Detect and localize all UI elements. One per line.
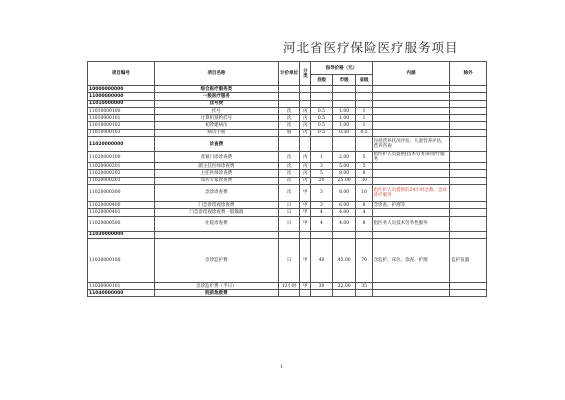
row-code: 11000000000 bbox=[88, 93, 155, 100]
row-city bbox=[332, 290, 356, 297]
row-county bbox=[311, 290, 333, 297]
row-content bbox=[372, 282, 450, 289]
header-province: 省级 bbox=[356, 75, 372, 86]
table-row bbox=[88, 282, 487, 289]
row-code: 10000000000 bbox=[88, 86, 155, 93]
row-province: 5 bbox=[356, 163, 372, 170]
row-code: 11010000000 bbox=[88, 100, 155, 107]
row-province: 30 bbox=[356, 177, 372, 184]
row-exclusion bbox=[450, 107, 487, 114]
row-code: 11020000500 bbox=[88, 216, 155, 231]
row-name: 急诊监护费（半日） bbox=[154, 282, 278, 289]
table-row bbox=[88, 129, 487, 136]
row-code: 11020000300 bbox=[88, 184, 155, 201]
row-unit: 次 bbox=[278, 170, 300, 177]
row-city: 4.00 bbox=[332, 209, 356, 216]
row-class bbox=[300, 231, 311, 238]
header-exclusion: 除外 bbox=[450, 62, 487, 86]
row-class bbox=[300, 86, 311, 93]
row-name: 初诊建病历 bbox=[154, 122, 278, 129]
row-content bbox=[372, 122, 450, 129]
row-exclusion bbox=[450, 122, 487, 129]
row-province bbox=[356, 93, 372, 100]
row-code: 11010000102 bbox=[88, 122, 155, 129]
row-county: 0.5 bbox=[311, 107, 333, 114]
row-exclusion bbox=[450, 100, 487, 107]
table-row bbox=[88, 100, 487, 107]
row-city bbox=[332, 231, 356, 238]
row-unit: 日 bbox=[278, 209, 300, 216]
row-name: 急诊诊查费 bbox=[154, 184, 278, 201]
row-class: 丙 bbox=[300, 115, 311, 122]
row-content bbox=[372, 209, 450, 216]
header-name: 项目名称 bbox=[154, 62, 278, 86]
table-row bbox=[88, 93, 487, 100]
row-province: 1 bbox=[356, 107, 372, 114]
row-county bbox=[311, 93, 333, 100]
row-city: 45.00 bbox=[332, 238, 356, 282]
row-content bbox=[372, 100, 450, 107]
row-county: 4 bbox=[311, 216, 333, 231]
document-title: 河北省医疗保险医疗服务项目 bbox=[283, 40, 459, 55]
row-content: 指医务人员技术劳务性服务 bbox=[372, 216, 450, 231]
row-province: 10 bbox=[356, 184, 372, 201]
row-class bbox=[300, 137, 311, 152]
row-class: 甲 bbox=[300, 201, 311, 208]
row-name: 院前急救费 bbox=[154, 290, 278, 297]
row-unit: 12小时 bbox=[278, 282, 300, 289]
header-unit: 计价单位 bbox=[278, 62, 300, 86]
row-code: 11030000000 bbox=[88, 231, 155, 238]
row-class: 甲 bbox=[300, 282, 311, 289]
row-unit bbox=[278, 100, 300, 107]
row-county bbox=[311, 86, 333, 93]
row-name: 诊查费 bbox=[154, 137, 278, 152]
row-province: 35 bbox=[356, 282, 372, 289]
row-exclusion bbox=[450, 137, 487, 152]
row-class: 丙 bbox=[300, 163, 311, 170]
row-class: 甲 bbox=[300, 216, 311, 231]
row-province bbox=[356, 100, 372, 107]
row-exclusion bbox=[450, 290, 487, 297]
row-content: 包括营养状况评估、儿童营养评估，营养咨询 bbox=[372, 137, 450, 152]
row-class bbox=[300, 93, 311, 100]
table-row bbox=[88, 152, 487, 163]
row-exclusion bbox=[450, 177, 487, 184]
header-price-group: 指导价格（元） bbox=[311, 62, 372, 75]
row-unit bbox=[278, 137, 300, 152]
row-province: 8 bbox=[356, 216, 372, 231]
row-exclusion bbox=[450, 129, 487, 136]
table-row bbox=[88, 209, 487, 216]
row-class: 丙 bbox=[300, 107, 311, 114]
row-class: 丙 bbox=[300, 122, 311, 129]
row-content bbox=[372, 86, 450, 93]
table-row bbox=[88, 122, 487, 129]
row-name: 门急诊留观诊查费一般输液 bbox=[154, 209, 278, 216]
row-province bbox=[356, 137, 372, 152]
row-name: 挂号费 bbox=[154, 100, 278, 107]
row-name: 普通门诊诊查费 bbox=[154, 152, 278, 163]
row-exclusion bbox=[450, 152, 487, 163]
row-name: 急诊监护费 bbox=[154, 238, 278, 282]
row-exclusion bbox=[450, 209, 487, 216]
row-province: 0.5 bbox=[356, 129, 372, 136]
row-city bbox=[332, 100, 356, 107]
row-unit: 次 bbox=[278, 152, 300, 163]
row-city: 8.00 bbox=[332, 184, 356, 201]
row-city: 1.00 bbox=[332, 115, 356, 122]
row-content: 含诊查、护理等 bbox=[372, 201, 450, 208]
row-exclusion bbox=[450, 282, 487, 289]
row-unit: 次 bbox=[278, 163, 300, 170]
row-county bbox=[311, 231, 333, 238]
row-exclusion: 监护仪器 bbox=[450, 238, 487, 282]
row-name: 知名专家诊查费 bbox=[154, 177, 278, 184]
row-class: 丙 bbox=[300, 170, 311, 177]
row-city bbox=[332, 137, 356, 152]
row-code: 11010000103 bbox=[88, 129, 155, 136]
table-row bbox=[88, 290, 487, 297]
row-code: 11020000203 bbox=[88, 177, 155, 184]
header-code: 项目编号 bbox=[88, 62, 155, 86]
row-code: 11020000100 bbox=[88, 152, 155, 163]
row-name: 门急诊留观诊查费 bbox=[154, 201, 278, 208]
row-unit: 次 bbox=[278, 115, 300, 122]
row-unit bbox=[278, 231, 300, 238]
row-exclusion bbox=[450, 216, 487, 231]
row-code: 11020000201 bbox=[88, 163, 155, 170]
row-name: 病历手册 bbox=[154, 129, 278, 136]
row-county: 4 bbox=[311, 209, 333, 216]
table-row bbox=[88, 231, 487, 238]
row-unit: 日 bbox=[278, 216, 300, 231]
table-row bbox=[88, 115, 487, 122]
table-row bbox=[88, 201, 487, 208]
row-code: 11010000100 bbox=[88, 107, 155, 114]
row-county: 1 bbox=[311, 152, 333, 163]
row-unit bbox=[278, 86, 300, 93]
row-county: 0.5 bbox=[311, 115, 333, 122]
row-county: 3 bbox=[311, 184, 333, 201]
row-code: 11020000202 bbox=[88, 170, 155, 177]
table-row bbox=[88, 170, 487, 177]
row-class: 丙 bbox=[300, 152, 311, 163]
row-county bbox=[311, 137, 333, 152]
row-exclusion bbox=[450, 93, 487, 100]
row-city: 4.00 bbox=[332, 216, 356, 231]
row-city: 8.00 bbox=[332, 170, 356, 177]
row-unit bbox=[278, 290, 300, 297]
row-exclusion bbox=[450, 231, 487, 238]
row-name: 主任医师诊查费 bbox=[154, 170, 278, 177]
row-unit bbox=[278, 93, 300, 100]
row-county: 30 bbox=[311, 282, 333, 289]
row-exclusion bbox=[450, 201, 487, 208]
row-county: 5 bbox=[311, 170, 333, 177]
row-city: 6.00 bbox=[332, 201, 356, 208]
row-county: 40 bbox=[311, 238, 333, 282]
page-number: 1 bbox=[280, 364, 284, 370]
row-class: 甲 bbox=[300, 209, 311, 216]
row-content bbox=[372, 290, 450, 297]
row-class: 丙 bbox=[300, 177, 311, 184]
row-class bbox=[300, 100, 311, 107]
row-exclusion bbox=[450, 86, 487, 93]
row-name: 住院诊查费 bbox=[154, 216, 278, 231]
row-code: 11040000000 bbox=[88, 290, 155, 297]
table-row bbox=[88, 177, 487, 184]
table-row bbox=[88, 137, 487, 152]
row-city: 2.00 bbox=[332, 152, 356, 163]
row-city bbox=[332, 86, 356, 93]
row-exclusion bbox=[450, 115, 487, 122]
row-content: 指医护人员提供的24小时急救、急症诊疗服务 bbox=[372, 184, 450, 201]
row-exclusion bbox=[450, 184, 487, 201]
row-city: 0.50 bbox=[332, 129, 356, 136]
row-name: 一般医疗服务 bbox=[154, 93, 278, 100]
row-code: 11020000400 bbox=[88, 201, 155, 208]
row-province: 1 bbox=[356, 122, 372, 129]
row-province: 70 bbox=[356, 238, 372, 282]
row-content: 指医护人员提供(技术劳务)的诊疗服务 bbox=[372, 152, 450, 163]
row-province bbox=[356, 231, 372, 238]
header-class: 分类 bbox=[300, 62, 311, 86]
row-name: 计算机预约挂号 bbox=[154, 115, 278, 122]
row-county: 0.5 bbox=[311, 129, 333, 136]
table-row bbox=[88, 216, 487, 231]
row-exclusion bbox=[450, 163, 487, 170]
row-city: 32.00 bbox=[332, 282, 356, 289]
row-name: 副主任医师诊查费 bbox=[154, 163, 278, 170]
row-name bbox=[154, 231, 278, 238]
row-content bbox=[372, 170, 450, 177]
row-content bbox=[372, 231, 450, 238]
row-county bbox=[311, 100, 333, 107]
row-code: 11030000100 bbox=[88, 238, 155, 282]
fee-table bbox=[87, 61, 487, 297]
row-county: 3 bbox=[311, 163, 333, 170]
row-content bbox=[372, 177, 450, 184]
row-city: 1.00 bbox=[332, 107, 356, 114]
row-unit: 次 bbox=[278, 177, 300, 184]
row-county: 20 bbox=[311, 177, 333, 184]
row-city: 5.00 bbox=[332, 163, 356, 170]
row-county: 0.5 bbox=[311, 122, 333, 129]
row-province: 4 bbox=[356, 209, 372, 216]
row-province bbox=[356, 86, 372, 93]
row-province: 5 bbox=[356, 152, 372, 163]
row-class: 甲 bbox=[300, 238, 311, 282]
table-row bbox=[88, 86, 487, 93]
row-content bbox=[372, 129, 450, 136]
table-row bbox=[88, 107, 487, 114]
row-unit: 次 bbox=[278, 122, 300, 129]
row-province: 8 bbox=[356, 201, 372, 208]
row-code: 11030000101 bbox=[88, 282, 155, 289]
row-content bbox=[372, 107, 450, 114]
row-province bbox=[356, 290, 372, 297]
row-code: 11020000401 bbox=[88, 209, 155, 216]
row-unit: 次 bbox=[278, 107, 300, 114]
table-row bbox=[88, 163, 487, 170]
row-unit: 册 bbox=[278, 129, 300, 136]
table-header-row bbox=[88, 62, 487, 75]
table-row bbox=[88, 238, 487, 282]
row-code: 11010000101 bbox=[88, 115, 155, 122]
table-row bbox=[88, 184, 487, 201]
row-content bbox=[372, 115, 450, 122]
row-city: 1.00 bbox=[332, 122, 356, 129]
row-content bbox=[372, 163, 450, 170]
header-content: 内涵 bbox=[372, 62, 450, 86]
row-exclusion bbox=[450, 170, 487, 177]
row-content bbox=[372, 93, 450, 100]
row-name: 综合医疗服务类 bbox=[154, 86, 278, 93]
row-code: 11020000000 bbox=[88, 137, 155, 152]
row-city: 25.00 bbox=[332, 177, 356, 184]
row-class: 丙 bbox=[300, 129, 311, 136]
row-content: 含监护、床位、诊查、护理 bbox=[372, 238, 450, 282]
header-county: 县级 bbox=[311, 75, 333, 86]
row-class bbox=[300, 290, 311, 297]
row-class: 甲 bbox=[300, 184, 311, 201]
header-city: 市级 bbox=[332, 75, 356, 86]
row-province: 8 bbox=[356, 170, 372, 177]
row-city bbox=[332, 93, 356, 100]
row-province: 1 bbox=[356, 115, 372, 122]
row-name: 挂号 bbox=[154, 107, 278, 114]
row-unit: 次 bbox=[278, 184, 300, 201]
row-unit: 日 bbox=[278, 201, 300, 208]
row-unit: 日 bbox=[278, 238, 300, 282]
row-county: 3 bbox=[311, 201, 333, 208]
